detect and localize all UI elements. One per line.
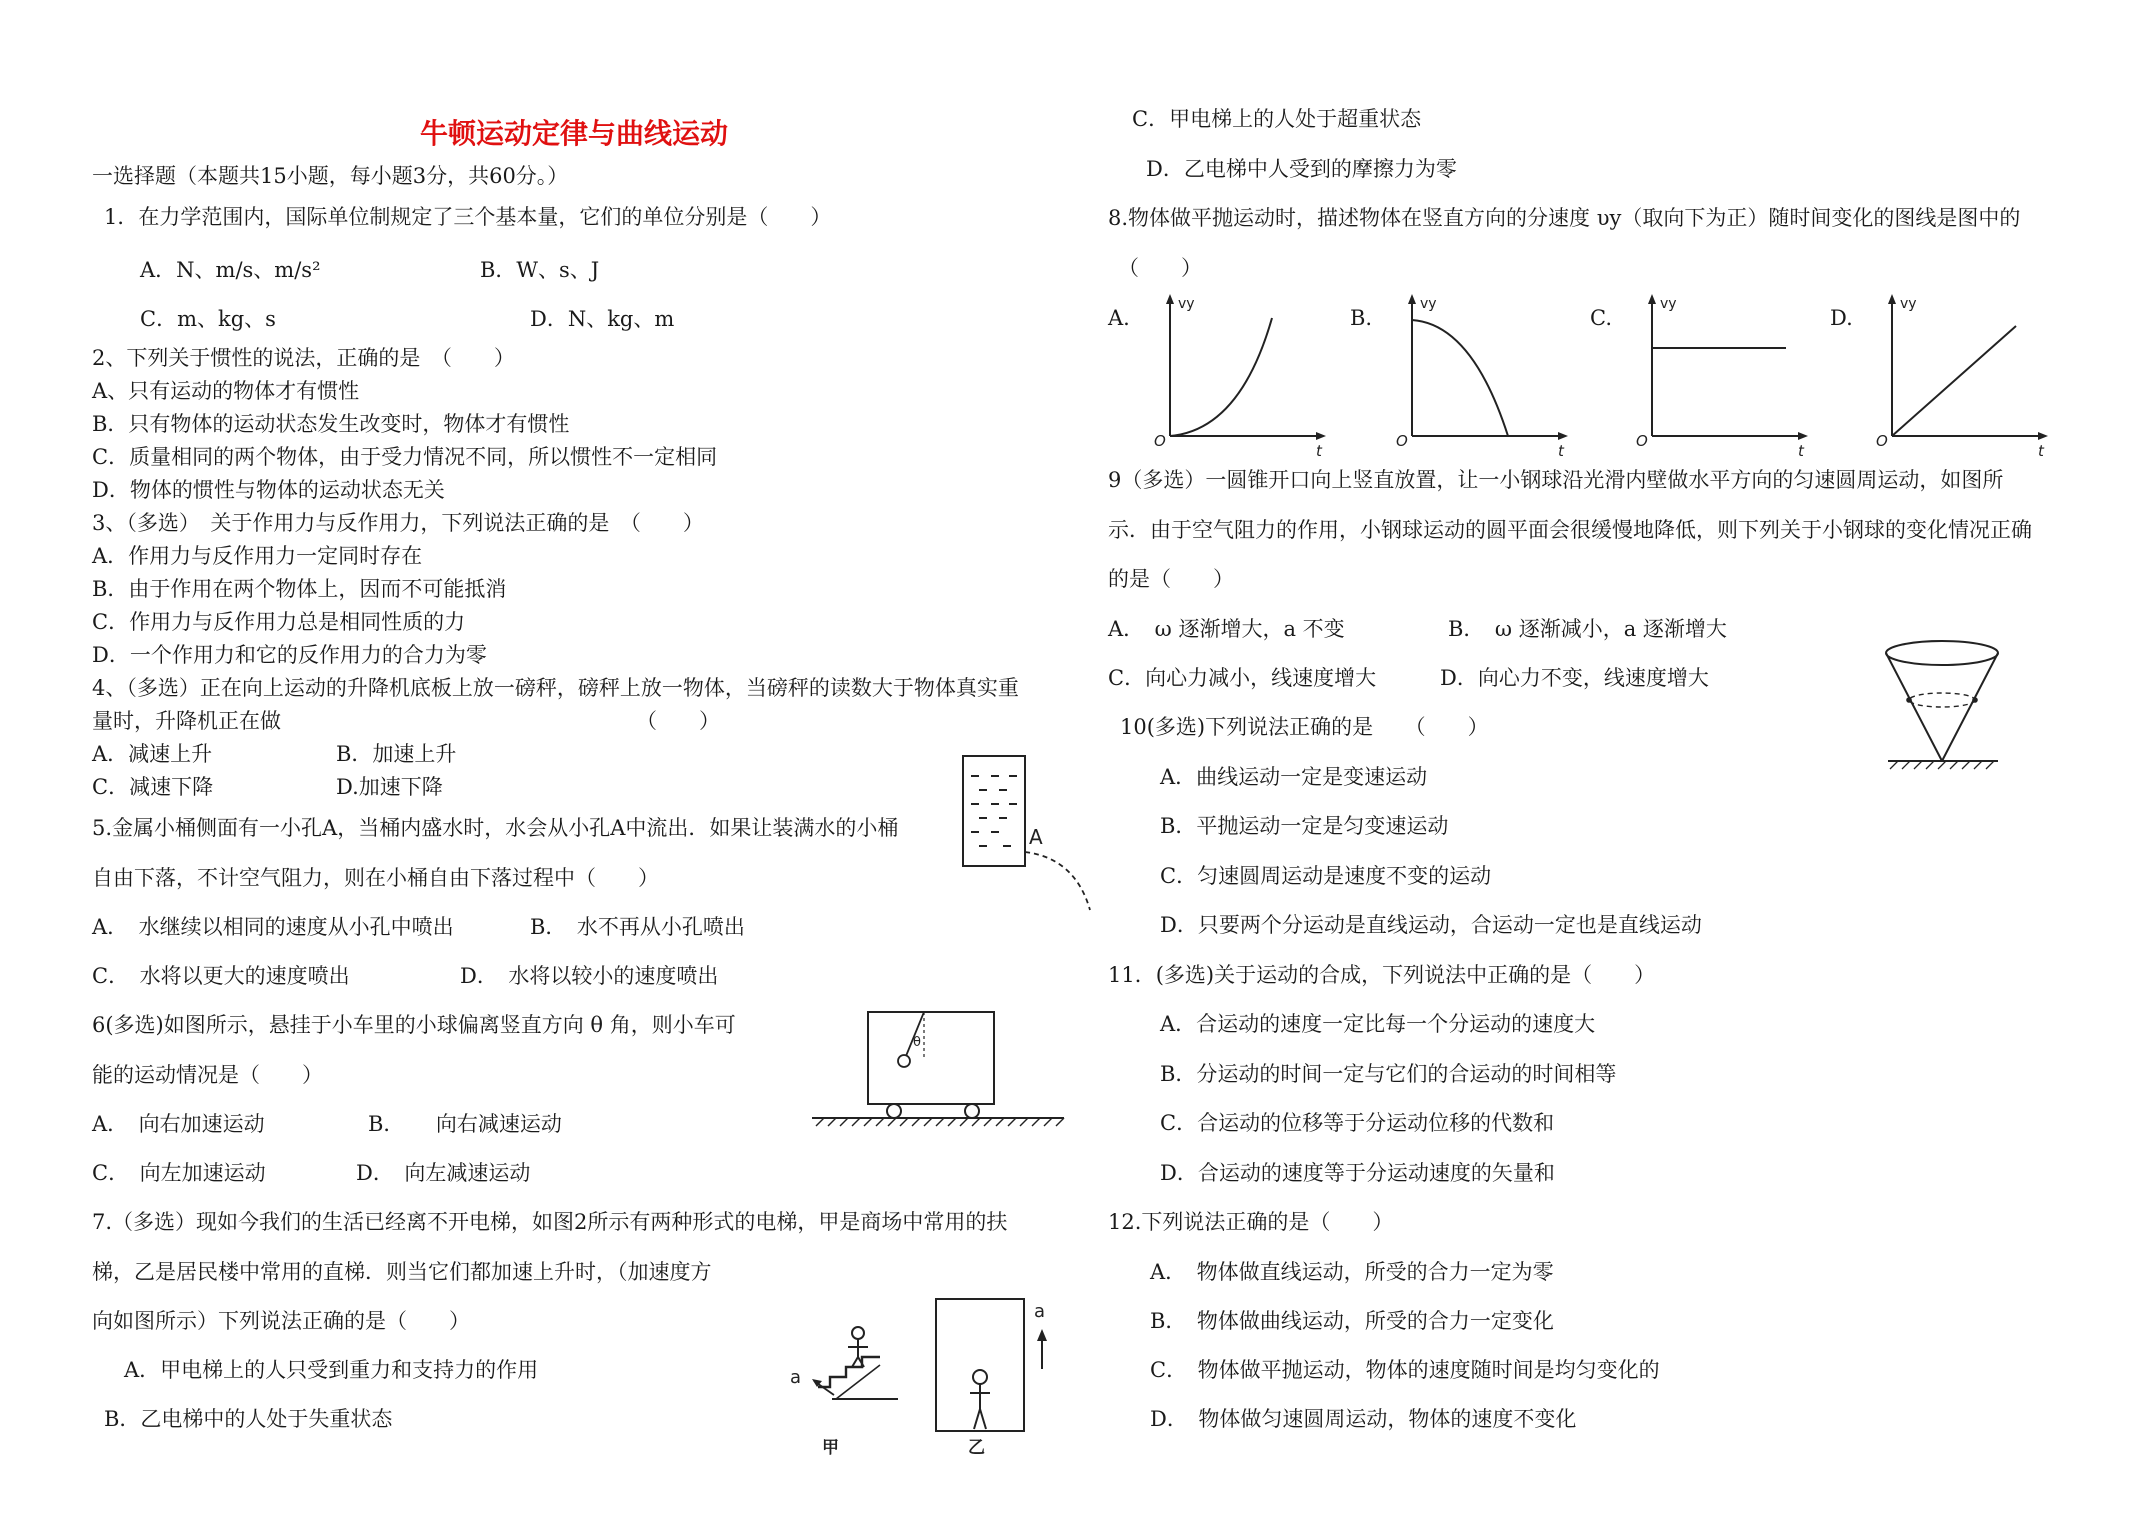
q7-option-c: C．甲电梯上的人处于超重状态 [1132, 107, 1422, 131]
q11-option-b: B．分运动的时间一定与它们的合运动的时间相等 [1160, 1062, 1617, 1086]
q2-option-c: C．质量相同的两个物体，由于受力情况不同，所以惯性不一定相同 [92, 445, 718, 469]
svg-text:O: O [1154, 432, 1166, 450]
q7-stem-line2: 梯，乙是居民楼中常用的直梯．则当它们都加速上升时，（加速度方 [92, 1260, 712, 1284]
q8-option-a: A. [1108, 306, 1130, 330]
q12-option-b: B． 物体做曲线运动，所受的合力一定变化 [1150, 1309, 1554, 1333]
svg-text:t: t [1798, 442, 1804, 460]
q8-option-c: C. [1590, 306, 1612, 330]
q10-option-d: D．只要两个分运动是直线运动，合运动一定也是直线运动 [1160, 913, 1702, 937]
q6-stem-line2: 能的运动情况是（ ） [92, 1063, 323, 1087]
q4-option-a: A．减速上升 [92, 742, 213, 766]
q9-option-a: A． ω 逐渐增大，a 不变 [1108, 617, 1345, 641]
svg-text:O: O [1876, 432, 1888, 450]
cone-ground-hatching [1890, 761, 1994, 769]
person-head-jia [852, 1327, 864, 1339]
cart-body [868, 1012, 994, 1104]
q1-option-a: A．N、m/s、m/s² [140, 258, 321, 282]
q8-stem-line1: 8.物体做平抛运动时，描述物体在竖直方向的分速度 υy（取向下为正）随时间变化的图线是图中的 [1108, 206, 2021, 230]
svg-text:t: t [1316, 442, 1322, 460]
q8-stem-line2: （ ） [1118, 256, 1202, 280]
q8-graph-a [1150, 290, 1330, 460]
ball-left [1906, 697, 1912, 703]
q9-option-b: B． ω 逐渐减小，a 逐渐增大 [1448, 617, 1727, 641]
q6-option-c: C． 向左加速运动 [92, 1161, 266, 1185]
q4-option-c: C．减速下降 [92, 775, 214, 799]
q8-option-d: D. [1830, 306, 1853, 330]
ball-orbit [1909, 693, 1975, 707]
q7-elevator-figure [788, 1295, 1078, 1465]
escalator-incline [836, 1365, 880, 1399]
q9-stem-line1: 9（多选）一圆锥开口向上竖直放置，让一小钢球沿光滑内壁做水平方向的匀速圆周运动，如图所 [1108, 468, 2004, 492]
section-heading: 一选择题（本题共15小题，每小题3分，共60分。） [92, 164, 569, 188]
q5-option-d: D． 水将以较小的速度喷出 [460, 964, 719, 988]
hole-label-a: A [1029, 825, 1043, 849]
q5-stem-line2: 自由下落，不计空气阻力，则在小桶自由下落过程中（ ） [92, 866, 659, 890]
q3-option-b: B．由于作用在两个物体上，因而不可能抵消 [92, 577, 507, 601]
q5-option-c: C． 水将以更大的速度喷出 [92, 964, 350, 988]
q6-option-d: D． 向左减速运动 [356, 1161, 531, 1185]
svg-text:O: O [1396, 432, 1408, 450]
q12-stem: 12.下列说法正确的是（ ） [1108, 1210, 1394, 1234]
q1-stem: 1．在力学范围内，国际单位制规定了三个基本量，它们的单位分别是（ ） [104, 205, 832, 229]
person-head-yi [973, 1370, 987, 1384]
q11-stem: 11．(多选)关于运动的合成，下列说法中正确的是（ ） [1108, 963, 1656, 987]
q7-option-b: B．乙电梯中的人处于失重状态 [104, 1407, 393, 1431]
q7-option-a: A．甲电梯上的人只受到重力和支持力的作用 [124, 1358, 539, 1382]
angle-label-theta: θ [913, 1035, 921, 1050]
q3-option-a: A．作用力与反作用力一定同时存在 [92, 544, 423, 568]
bucket-outline [963, 756, 1025, 866]
q3-option-d: D．一个作用力和它的反作用力的合力为零 [92, 643, 487, 667]
q11-option-d: D．合运动的速度等于分运动速度的矢量和 [1160, 1161, 1555, 1185]
q9-stem-line2: 示．由于空气阻力的作用，小钢球运动的圆平面会很缓慢地降低，则下列关于小钢球的变化情况正确 [1108, 518, 2032, 542]
cone-rim [1886, 641, 1998, 665]
elevator-accel-label: a [1034, 1301, 1046, 1322]
q9-option-d: D．向心力不变，线速度增大 [1440, 666, 1709, 690]
q6-stem-line1: 6(多选)如图所示，悬挂于小车里的小球偏离竖直方向 θ 角，则小车可 [92, 1013, 736, 1037]
q5-bucket-figure [955, 750, 1095, 915]
q2-stem: 2、下列关于惯性的说法，正确的是 （ ） [92, 346, 515, 370]
q5-option-a: A． 水继续以相同的速度从小孔中喷出 [92, 915, 454, 939]
page-title: 牛顿运动定律与曲线运动 [420, 117, 729, 150]
q4-blank: （ ） [636, 709, 720, 733]
svg-text:vy: vy [1660, 296, 1677, 312]
q4-stem-line2: 量时，升降机正在做 [92, 709, 281, 733]
q4-option-b: B．加速上升 [336, 742, 457, 766]
water-marks [971, 776, 1017, 846]
ball-right [1972, 697, 1978, 703]
q9-option-c: C．向心力减小，线速度增大 [1108, 666, 1377, 690]
q6-option-b: B． 向右减速运动 [368, 1112, 562, 1136]
curve-parabola-up [1170, 318, 1272, 436]
q11-option-c: C．合运动的位移等于分运动位移的代数和 [1160, 1111, 1555, 1135]
q5-option-b: B． 水不再从小孔喷出 [530, 915, 745, 939]
q1-option-d: D．N、kg、m [530, 307, 675, 331]
q11-option-a: A．合运动的速度一定比每一个分运动的速度大 [1160, 1012, 1596, 1036]
q1-option-c: C．m、kg、s [140, 307, 276, 331]
ground-hatching [816, 1118, 1064, 1126]
label-yi: 乙 [968, 1438, 985, 1458]
q3-stem: 3、（多选） 关于作用力与反作用力，下列说法正确的是 （ ） [92, 511, 704, 535]
q8-option-b: B. [1350, 306, 1373, 330]
svg-text:vy: vy [1900, 296, 1917, 312]
svg-text:t: t [2038, 442, 2044, 460]
q2-option-d: D．物体的惯性与物体的运动状态无关 [92, 478, 445, 502]
q12-option-a: A． 物体做直线运动，所受的合力一定为零 [1150, 1260, 1554, 1284]
q7-option-d: D．乙电梯中人受到的摩擦力为零 [1146, 157, 1457, 181]
q3-option-c: C．作用力与反作用力总是相同性质的力 [92, 610, 466, 634]
q10-option-a: A．曲线运动一定是变速运动 [1160, 765, 1428, 789]
q6-cart-figure [808, 1000, 1068, 1130]
q12-option-c: C． 物体做平抛运动，物体的速度随时间是均匀变化的 [1150, 1358, 1660, 1382]
q10-option-b: B．平抛运动一定是匀变速运动 [1160, 814, 1449, 838]
pendulum-ball [898, 1055, 910, 1067]
cone-side-left [1886, 653, 1942, 761]
cart-wheel-left [887, 1104, 901, 1118]
q5-stem-line1: 5.金属小桶侧面有一小孔A，当桶内盛水时，水会从小孔A中流出．如果让装满水的小桶 [92, 816, 899, 840]
svg-text:O: O [1636, 432, 1648, 450]
q9-cone-figure [1870, 635, 2020, 780]
q6-option-a: A． 向右加速运动 [92, 1112, 265, 1136]
q10-option-c: C．匀速圆周运动是速度不变的运动 [1160, 864, 1492, 888]
escalator-accel-label: a [790, 1367, 802, 1388]
q4-option-d: D.加速下降 [336, 775, 443, 799]
svg-text:t: t [1558, 442, 1564, 460]
q8-graph-b [1392, 290, 1572, 460]
label-jia: 甲 [822, 1438, 839, 1458]
q12-option-d: D． 物体做匀速圆周运动，物体的速度不变化 [1150, 1407, 1577, 1431]
q8-graph-d [1872, 290, 2052, 460]
q2-option-a: A、只有运动的物体才有惯性 [92, 379, 360, 403]
q8-graph-c [1632, 290, 1812, 460]
q2-option-b: B．只有物体的运动状态发生改变时，物体才有惯性 [92, 412, 570, 436]
q7-stem-line1: 7.（多选）现如今我们的生活已经离不开电梯，如图2所示有两种形式的电梯，甲是商场中常用的扶 [92, 1210, 1008, 1234]
q7-stem-line3: 向如图所示）下列说法正确的是（ ） [92, 1309, 470, 1333]
cart-wheel-right [965, 1104, 979, 1118]
q9-stem-line3: 的是（ ） [1108, 567, 1234, 591]
q4-stem-line1: 4、（多选）正在向上运动的升降机底板上放一磅秤，磅秤上放一物体，当磅秤的读数大于物体真实重 [92, 676, 1019, 700]
svg-text:vy: vy [1178, 296, 1195, 312]
water-stream [1025, 852, 1090, 910]
svg-text:vy: vy [1420, 296, 1437, 312]
cone-side-right [1942, 653, 1998, 761]
curve-linear [1892, 326, 2016, 436]
q1-option-b: B．W、s、J [480, 258, 600, 282]
q10-stem: 10(多选)下列说法正确的是 （ ） [1120, 715, 1489, 739]
curve-parabola-down [1412, 320, 1508, 436]
